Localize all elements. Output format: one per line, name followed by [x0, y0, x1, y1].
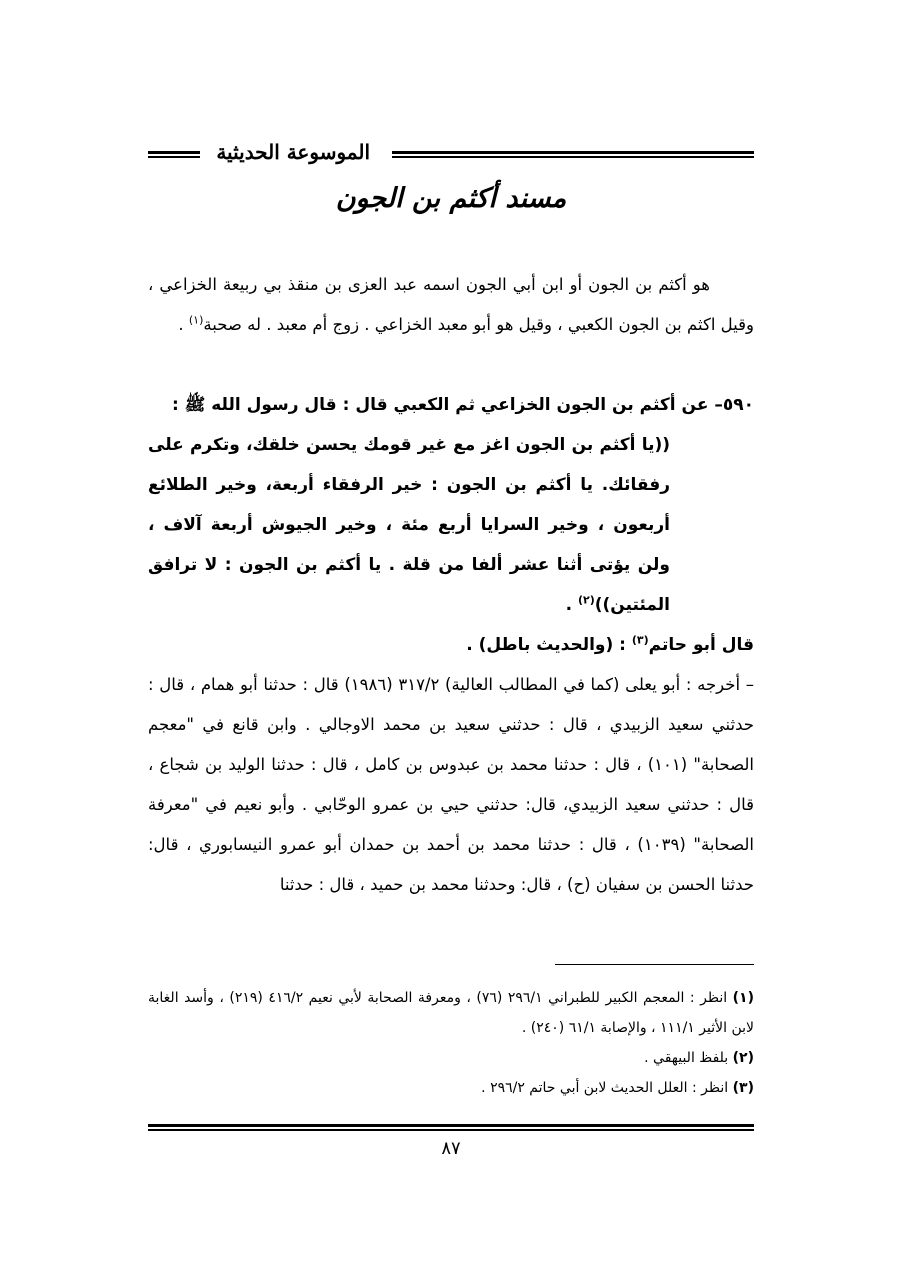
footnote-ref-3: (٣)	[631, 633, 649, 647]
hadith-number: ٥٩٠–	[708, 395, 754, 415]
biography-end: .	[178, 315, 189, 334]
footer-rule	[148, 1124, 754, 1131]
footnote-separator	[555, 964, 754, 965]
hadith-matn	[148, 425, 754, 625]
footnote-text: بلفظ البيهقي .	[644, 1050, 733, 1066]
header-rule-left	[148, 151, 200, 158]
takhrij-paragraph	[148, 665, 754, 905]
biography-text: هو أكثم بن الجون أو ابن أبي الجون اسمه عبد العزى بن منقذ بي ربيعة الخزاعي ، وقيل اكثم بن الجون الكعبي ، وقيل هو أبو معبد الخزاعي . زوج أم معبد . له صحبة	[148, 275, 754, 334]
running-title: الموسوعة الحديثية	[216, 140, 370, 164]
footnote-ref-1: (١)	[188, 313, 204, 327]
takhrij-text: – أخرجه : أبو يعلى (كما في المطالب العالية) ٣١٧/٢ (١٩٨٦) قال : حدثنا أبو همام ، قال : حدثني سعيد الزبيدي ، قال : حدثني سعيد بن محمد الاوجالي . وابن قانع في "معجم الصحابة" (١٠١) ، قال : حدثنا محمد بن عبدوس بن كامل ، قال : حدثنا الوليد بن شجاع ، قال : حدثني سعيد الزبيدي، قال: حدثني حيي بن عمرو الوحّابي . وأبو نعيم في "معرفة الصحابة" (١٠٣٩) ، قال : حدثنا محمد بن أحمد بن حمدان أبو عمرو النيسابوري ، قال: حدثنا الحسن بن سفيان (ح) ، قال: وحدثنا محمد بن حميد ، قال : حدثنا	[148, 675, 755, 894]
hadith-end: .	[565, 595, 578, 615]
footnote-number: (١)	[732, 990, 754, 1006]
verdict-start: قال أبو حاتم	[648, 635, 754, 655]
footnote-ref-2: (٢)	[577, 593, 595, 607]
hadith-matn-text: ((يا أكثم بن الجون اغز مع غير قومك يحسن خلقك، وتكرم على رفقائك. يا أكثم بن الجون : خير الرفقاء أربعة، وخير الطلائع أربعون ، وخير السرايا أربع مئة ، وخير الجيوش أربعة آلاف ، ولن يؤتى أثنا عشر ألفا من قلة . يا أكثم بن الجون : لا ترافق المئتين))	[148, 435, 670, 615]
footnote-3	[148, 1073, 754, 1103]
verdict-line	[148, 625, 754, 665]
footnote-1	[148, 983, 754, 1043]
biography-paragraph	[148, 265, 754, 345]
chapter-title: مسند أكثم بن الجون	[335, 183, 567, 214]
verdict-end: : (والحديث باطل) .	[466, 635, 632, 655]
footnote-number: (٢)	[732, 1050, 754, 1066]
hadith-isnad-line	[148, 385, 754, 425]
footnote-text: انظر : العلل الحديث لابن أبي حاتم ٢٩٦/٢ .	[481, 1080, 733, 1096]
running-header	[148, 140, 754, 173]
hadith-block	[148, 385, 754, 625]
footnotes	[148, 983, 754, 1103]
hadith-isnad: عن أكثم بن الجون الخزاعي ثم الكعبي قال : قال رسول الله ﷺ :	[172, 395, 709, 415]
footnote-text: انظر : المعجم الكبير للطبراني ٢٩٦/١ (٧٦) ، ومعرفة الصحابة لأبي نعيم ٤١٦/٢ (٢١٩) ، وأسد الغابة لابن الأثير ١١١/١ ، والإصابة ٦١/١ (٢٤٠) .	[148, 990, 754, 1036]
footnote-2	[148, 1043, 754, 1073]
footnote-number: (٣)	[732, 1080, 754, 1096]
header-rule-right	[392, 151, 754, 158]
page-number: ٨٧	[441, 1138, 461, 1159]
